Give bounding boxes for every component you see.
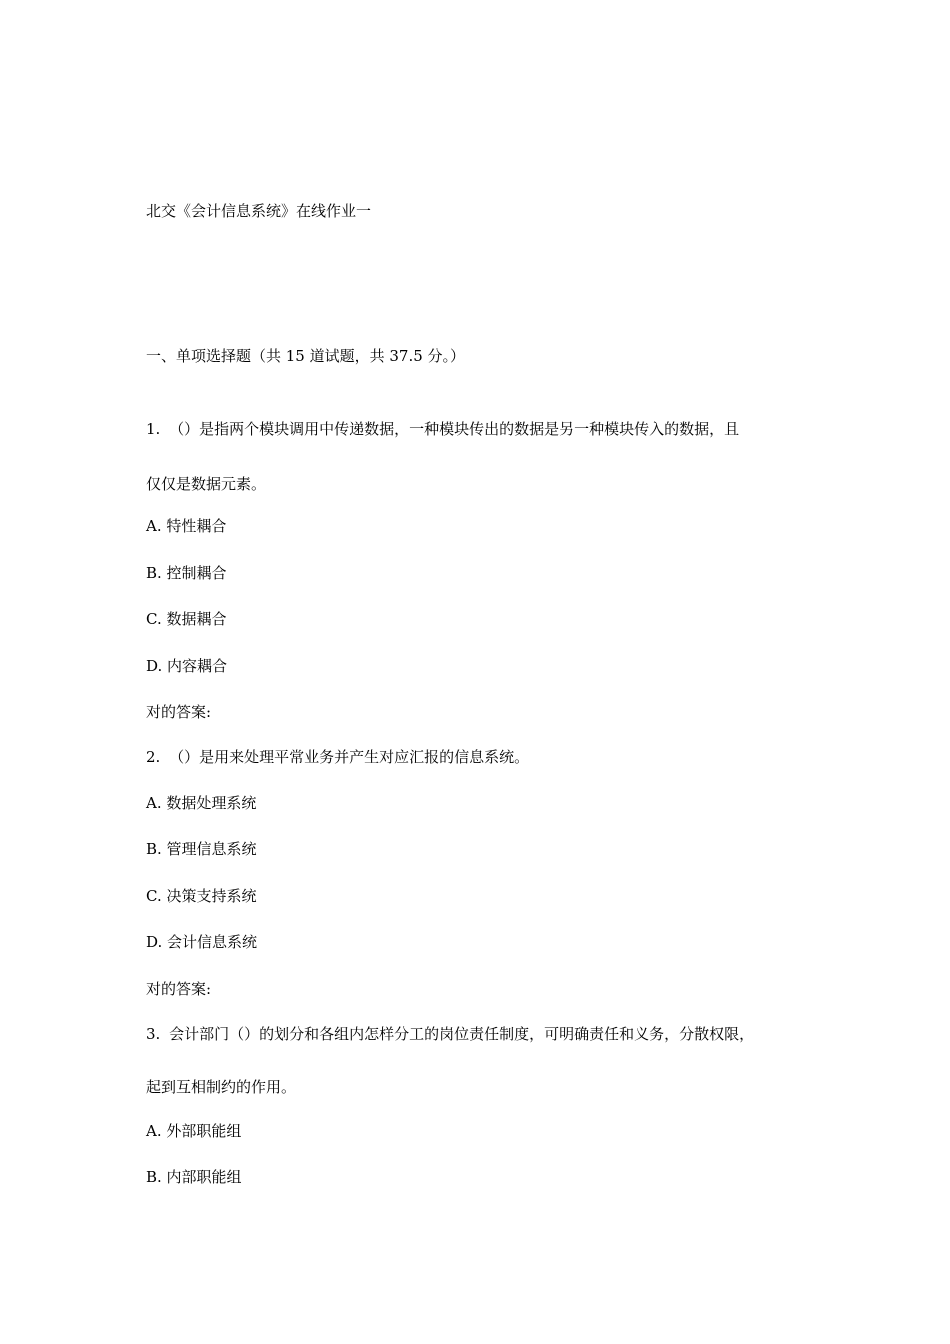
question-2-option-d: D. 会计信息系统 xyxy=(146,933,258,951)
question-3-number: 3. xyxy=(146,1025,161,1043)
question-2-option-a: A. 数据处理系统 xyxy=(146,794,257,812)
question-1-number: 1. xyxy=(146,420,161,438)
section-heading: 一、单项选择题（共 15 道试题，共 37.5 分。） xyxy=(146,347,466,365)
question-3-option-a: A. 外部职能组 xyxy=(146,1122,242,1140)
question-3-stem-line1: 会计部门（）的划分和各组内怎样分工的岗位责任制度，可明确责任和义务，分散权限， xyxy=(169,1025,755,1043)
question-1-option-c: C. 数据耦合 xyxy=(146,610,227,628)
question-2-number: 2. xyxy=(146,748,161,766)
question-2-option-c: C. 决策支持系统 xyxy=(146,887,257,905)
question-1-option-a: A. 特性耦合 xyxy=(146,517,227,535)
question-2-text xyxy=(146,747,529,767)
question-2-stem-line1: （）是用来处理平常业务并产生对应汇报的信息系统。 xyxy=(169,748,530,766)
question-1-answer-label: 对的答案: xyxy=(146,703,212,721)
question-1-option-d: D. 内容耦合 xyxy=(146,657,228,675)
question-3-text xyxy=(146,1024,754,1044)
document-title: 北交《会计信息系统》在线作业一 xyxy=(146,202,372,220)
question-3-stem-line2: 起到互相制约的作用。 xyxy=(146,1078,297,1096)
question-2-answer-label: 对的答案: xyxy=(146,980,212,998)
question-1-stem-line1: （）是指两个模块调用中传递数据，一种模块传出的数据是另一种模块传入的数据，且 xyxy=(169,420,740,438)
question-2-option-b: B. 管理信息系统 xyxy=(146,840,257,858)
question-1-option-b: B. 控制耦合 xyxy=(146,564,227,582)
question-1-stem-line2: 仅仅是数据元素。 xyxy=(146,475,267,493)
question-1-text xyxy=(146,419,739,439)
question-3-option-b: B. 内部职能组 xyxy=(146,1168,242,1186)
